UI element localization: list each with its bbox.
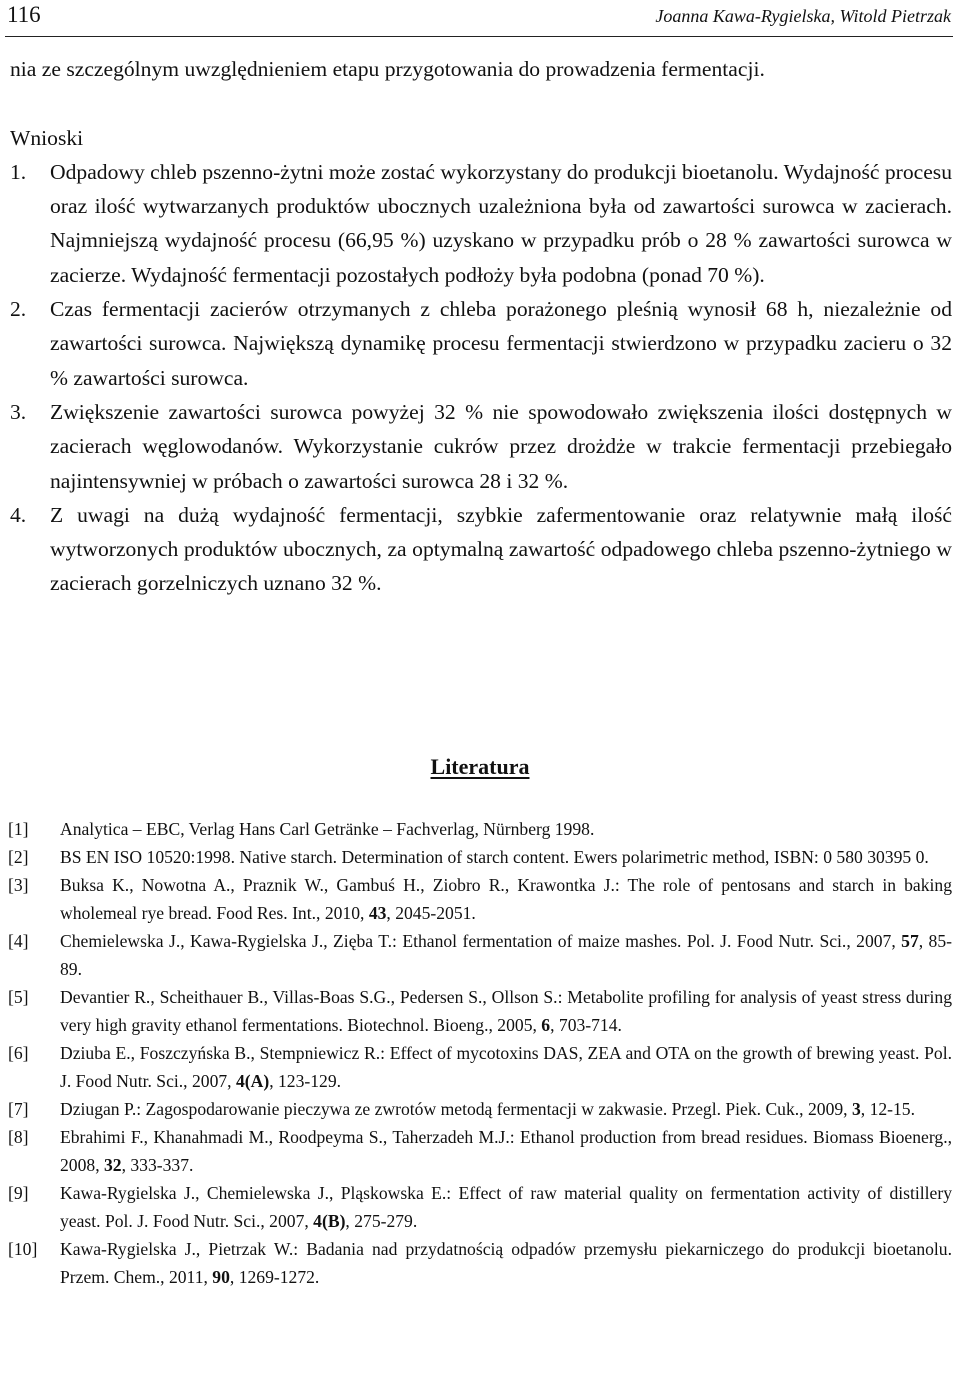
reference-volume: 3	[851, 1099, 861, 1119]
reference-volume: 4(A)	[235, 1071, 270, 1091]
reference-volume: 4(B)	[313, 1211, 346, 1231]
conclusion-number: 4.	[10, 502, 27, 527]
reference-volume: 57	[901, 931, 919, 951]
conclusion-item	[10, 155, 952, 292]
reference-volume: 90	[212, 1267, 230, 1287]
literature-heading	[0, 754, 960, 780]
reference-item	[8, 843, 952, 871]
reference-volume: 43	[368, 903, 387, 923]
conclusion-number: 3.	[10, 399, 27, 424]
reference-text: Ebrahimi F., Khanahmadi M., Roodpeyma S., Taherzadeh M.J.: Ethanol production from bread residues. Biomass Bioenerg., 2008, 32, 333-337.	[60, 1127, 952, 1175]
page-header	[5, 0, 953, 37]
conclusion-number: 1.	[10, 159, 27, 184]
reference-item	[8, 983, 952, 1039]
conclusion-text: Odpadowy chleb pszenno-żytni może zostać wykorzystany do produkcji bioetanolu. Wydajność procesu oraz ilość wytwarzanych produktów ubocznych uzależniona była od zawartości surowca w zacierach. Najmniejszą wydajność procesu (66,95 %) uzyskano w przypadku prób o 28 % zawartości surowca w zacierze. Wydajność fermentacji pozostałych podłoży była podobna (ponad 70 %).	[50, 159, 952, 287]
reference-number: [3]	[8, 875, 29, 895]
reference-text: Kawa-Rygielska J., Chemielewska J., Pląskowska E.: Effect of raw material quality on fermentation activity of distillery yeast. Pol. J. Food Nutr. Sci., 2007, 4(B), 275-279.	[60, 1183, 952, 1231]
reference-text: Dziuba E., Foszczyńska B., Stempniewicz R.: Effect of mycotoxins DAS, ZEA and OTA on the growth of brewing yeast. Pol. J. Food Nutr. Sci., 2007, 4(A), 123-129.	[60, 1043, 952, 1091]
conclusions-heading: Wnioski	[10, 125, 84, 150]
reference-text: Analytica – EBC, Verlag Hans Carl Getränke – Fachverlag, Nürnberg 1998.	[60, 819, 595, 839]
running-head-authors: Joanna Kawa-Rygielska, Witold Pietrzak	[655, 6, 951, 26]
reference-number: [4]	[8, 931, 29, 951]
conclusion-text: Zwiększenie zawartości surowca powyżej 32 % nie spowodowało zwiększenia ilości dostępnych w zacierach węglowodanów. Wykorzystanie cukrów przez drożdże w trakcie fermentacji przebiegało najintensywniej w próbach o zawartości surowca 28 i 32 %.	[50, 399, 952, 493]
page-number: 116	[7, 2, 41, 27]
reference-number: [8]	[8, 1127, 29, 1147]
conclusion-item	[10, 292, 952, 395]
reference-number: [7]	[8, 1099, 29, 1119]
reference-item	[8, 1235, 952, 1291]
reference-list	[8, 815, 952, 1291]
reference-text: Chemielewska J., Kawa-Rygielska J., Zięba T.: Ethanol fermentation of maize mashes. Pol. J. Food Nutr. Sci., 2007, 57, 85-89.	[60, 931, 952, 979]
reference-number: [1]	[8, 819, 29, 839]
reference-number: [2]	[8, 847, 29, 867]
reference-item	[8, 1123, 952, 1179]
reference-item	[8, 927, 952, 983]
literature-heading-text: Literatura	[430, 754, 530, 779]
reference-number: [5]	[8, 987, 29, 1007]
reference-number: [6]	[8, 1043, 29, 1063]
reference-volume: 6	[541, 1015, 551, 1035]
reference-item	[8, 871, 952, 927]
reference-item	[8, 815, 952, 843]
intro-paragraph-tail: nia ze szczególnym uwzględnieniem etapu przygotowania do prowadzenia fermentacji.	[10, 57, 765, 81]
conclusion-text: Czas fermentacji zacierów otrzymanych z chleba porażonego pleśnią wynosił 68 h, niezależnie od zawartości surowca. Największą dynamikę procesu fermentacji stwierdzono w przypadku zacieru o 32 % zawartości surowca.	[50, 297, 952, 390]
reference-text: Kawa-Rygielska J., Pietrzak W.: Badania nad przydatnością odpadów przemysłu piekarniczego do produkcji bioetanolu. Przem. Chem., 2011, 90, 1269-1272.	[60, 1239, 952, 1287]
reference-text: Buksa K., Nowotna A., Praznik W., Gambuś H., Ziobro R., Krawontka J.: The role of pentosans and starch in baking wholemeal rye bread. Food Res. Int., 2010, 43, 2045-2051.	[60, 875, 952, 923]
reference-text: BS EN ISO 10520:1998. Native starch. Determination of starch content. Ewers polarimetric method, ISBN: 0 580 30395 0.	[60, 847, 929, 867]
reference-item	[8, 1179, 952, 1235]
conclusion-number: 2.	[10, 297, 27, 322]
body-text	[10, 52, 952, 601]
reference-number: [9]	[8, 1183, 29, 1203]
conclusion-text: Z uwagi na dużą wydajność fermentacji, szybkie zafermentowanie oraz relatywnie małą ilość wytworzonych produktów ubocznych, za optymalną zawartość odpadowego chleba pszenno-żytniego w zacierach gorzelniczych uznano 32 %.	[50, 502, 952, 596]
reference-volume: 32	[103, 1155, 122, 1175]
reference-item	[8, 1095, 952, 1123]
conclusion-item	[10, 395, 952, 498]
reference-number: [10]	[8, 1239, 38, 1259]
reference-text: Dziugan P.: Zagospodarowanie pieczywa ze zwrotów metodą fermentacji w zakwasie. Przegl. Piek. Cuk., 2009, 3, 12-15.	[60, 1099, 916, 1119]
reference-item	[8, 1039, 952, 1095]
conclusion-item	[10, 498, 952, 601]
reference-text: Devantier R., Scheithauer B., Villas-Boas S.G., Pedersen S., Ollson S.: Metabolite profiling for analysis of yeast stress during very high gravity ethanol fermentations. Biotechnol. Bioeng., 2005, 6, 703-714.	[60, 987, 952, 1035]
